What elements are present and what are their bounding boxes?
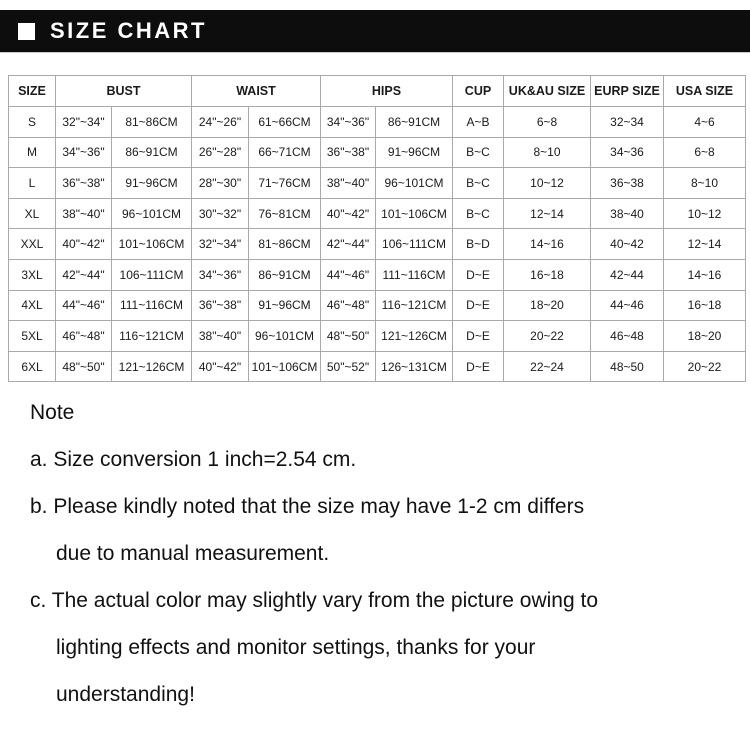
cell-hips-in: 34"~36" [321, 107, 376, 138]
cell-cup: D~E [453, 321, 504, 352]
cell-bust-in: 42"~44" [56, 259, 112, 290]
column-header-ukau-size: UK&AU SIZE [504, 76, 591, 107]
cell-eurp: 46~48 [591, 321, 664, 352]
cell-waist-cm: 71~76CM [249, 168, 321, 199]
cell-ukau: 6~8 [504, 107, 591, 138]
cell-bust-cm: 86~91CM [112, 137, 192, 168]
column-header-waist: WAIST [192, 76, 321, 107]
cell-eurp: 32~34 [591, 107, 664, 138]
cell-hips-cm: 121~126CM [376, 321, 453, 352]
cell-hips-in: 36"~38" [321, 137, 376, 168]
cell-waist-cm: 61~66CM [249, 107, 321, 138]
note-line-c: c. The actual color may slightly vary from the picture owing to [30, 589, 599, 612]
cell-waist-in: 34"~36" [192, 259, 249, 290]
table-row-3xl [9, 259, 746, 290]
cell-size: M [9, 137, 56, 168]
cell-size: L [9, 168, 56, 199]
cell-size: 4XL [9, 290, 56, 321]
note-line-b: b. Please kindly noted that the size may have 1-2 cm differs [30, 495, 585, 518]
table-row-s [9, 107, 746, 138]
cell-ukau: 12~14 [504, 198, 591, 229]
column-header-cup: CUP [453, 76, 504, 107]
size-chart-table [8, 75, 746, 382]
cell-cup: B~C [453, 168, 504, 199]
cell-waist-in: 24"~26" [192, 107, 249, 138]
cell-cup: B~C [453, 137, 504, 168]
cell-bust-in: 34"~36" [56, 137, 112, 168]
cell-hips-cm: 111~116CM [376, 259, 453, 290]
cell-waist-cm: 96~101CM [249, 321, 321, 352]
cell-usa: 6~8 [664, 137, 746, 168]
cell-hips-cm: 116~121CM [376, 290, 453, 321]
cell-eurp: 44~46 [591, 290, 664, 321]
cell-waist-in: 38"~40" [192, 321, 249, 352]
cell-bust-cm: 91~96CM [112, 168, 192, 199]
size-chart-banner [0, 10, 750, 52]
cell-hips-in: 42"~44" [321, 229, 376, 260]
cell-cup: D~E [453, 259, 504, 290]
cell-bust-cm: 101~106CM [112, 229, 192, 260]
cell-hips-cm: 106~111CM [376, 229, 453, 260]
cell-waist-cm: 81~86CM [249, 229, 321, 260]
cell-waist-in: 30"~32" [192, 198, 249, 229]
table-row-xl [9, 198, 746, 229]
cell-bust-in: 44"~46" [56, 290, 112, 321]
notes-heading: Note [30, 401, 75, 424]
note-line-c-cont2: understanding! [56, 683, 195, 706]
cell-size: 3XL [9, 259, 56, 290]
cell-eurp: 42~44 [591, 259, 664, 290]
cell-waist-in: 36"~38" [192, 290, 249, 321]
cell-eurp: 36~38 [591, 168, 664, 199]
banner-title: SIZE CHART [50, 18, 207, 43]
cell-hips-in: 38"~40" [321, 168, 376, 199]
table-row-6xl [9, 351, 746, 382]
note-line-c-cont1: lighting effects and monitor settings, thanks for your [56, 636, 536, 659]
cell-waist-in: 40"~42" [192, 351, 249, 382]
cell-waist-cm: 86~91CM [249, 259, 321, 290]
cell-ukau: 16~18 [504, 259, 591, 290]
cell-size: XXL [9, 229, 56, 260]
cell-size: S [9, 107, 56, 138]
cell-waist-cm: 101~106CM [249, 351, 321, 382]
cell-usa: 18~20 [664, 321, 746, 352]
cell-usa: 16~18 [664, 290, 746, 321]
cell-bust-in: 36"~38" [56, 168, 112, 199]
notes-section [30, 400, 730, 729]
note-line-a: a. Size conversion 1 inch=2.54 cm. [30, 448, 357, 471]
cell-usa: 8~10 [664, 168, 746, 199]
column-header-size: SIZE [9, 76, 56, 107]
cell-waist-cm: 91~96CM [249, 290, 321, 321]
cell-hips-in: 48"~50" [321, 321, 376, 352]
cell-hips-cm: 91~96CM [376, 137, 453, 168]
cell-cup: A~B [453, 107, 504, 138]
cell-hips-cm: 96~101CM [376, 168, 453, 199]
cell-bust-in: 40"~42" [56, 229, 112, 260]
cell-ukau: 10~12 [504, 168, 591, 199]
cell-ukau: 8~10 [504, 137, 591, 168]
cell-ukau: 14~16 [504, 229, 591, 260]
table-row-xxl [9, 229, 746, 260]
cell-ukau: 20~22 [504, 321, 591, 352]
cell-eurp: 38~40 [591, 198, 664, 229]
cell-waist-in: 32"~34" [192, 229, 249, 260]
table-header-row [9, 76, 746, 107]
cell-waist-in: 26"~28" [192, 137, 249, 168]
cell-waist-cm: 76~81CM [249, 198, 321, 229]
cell-cup: B~D [453, 229, 504, 260]
cell-bust-cm: 111~116CM [112, 290, 192, 321]
column-header-hips: HIPS [321, 76, 453, 107]
cell-bust-cm: 81~86CM [112, 107, 192, 138]
cell-bust-cm: 96~101CM [112, 198, 192, 229]
cell-hips-in: 44"~46" [321, 259, 376, 290]
cell-usa: 4~6 [664, 107, 746, 138]
cell-hips-in: 40"~42" [321, 198, 376, 229]
cell-size: 5XL [9, 321, 56, 352]
cell-size: XL [9, 198, 56, 229]
cell-hips-in: 46"~48" [321, 290, 376, 321]
cell-cup: D~E [453, 290, 504, 321]
cell-usa: 12~14 [664, 229, 746, 260]
cell-cup: B~C [453, 198, 504, 229]
cell-eurp: 34~36 [591, 137, 664, 168]
column-header-eurp-size: EURP SIZE [591, 76, 664, 107]
cell-hips-cm: 101~106CM [376, 198, 453, 229]
cell-usa: 10~12 [664, 198, 746, 229]
cell-waist-cm: 66~71CM [249, 137, 321, 168]
cell-ukau: 22~24 [504, 351, 591, 382]
cell-usa: 14~16 [664, 259, 746, 290]
cell-usa: 20~22 [664, 351, 746, 382]
cell-hips-in: 50"~52" [321, 351, 376, 382]
cell-hips-cm: 86~91CM [376, 107, 453, 138]
cell-bust-in: 32"~34" [56, 107, 112, 138]
cell-bust-cm: 116~121CM [112, 321, 192, 352]
square-bullet-icon [18, 23, 35, 40]
table-row-l [9, 168, 746, 199]
cell-ukau: 18~20 [504, 290, 591, 321]
cell-bust-in: 38"~40" [56, 198, 112, 229]
cell-waist-in: 28"~30" [192, 168, 249, 199]
table-row-m [9, 137, 746, 168]
cell-cup: D~E [453, 351, 504, 382]
note-line-b-cont: due to manual measurement. [56, 542, 330, 565]
cell-eurp: 40~42 [591, 229, 664, 260]
column-header-bust: BUST [56, 76, 192, 107]
table-row-5xl [9, 321, 746, 352]
column-header-usa-size: USA SIZE [664, 76, 746, 107]
cell-eurp: 48~50 [591, 351, 664, 382]
cell-bust-in: 46"~48" [56, 321, 112, 352]
cell-hips-cm: 126~131CM [376, 351, 453, 382]
cell-bust-cm: 106~111CM [112, 259, 192, 290]
table-row-4xl [9, 290, 746, 321]
cell-bust-in: 48"~50" [56, 351, 112, 382]
cell-bust-cm: 121~126CM [112, 351, 192, 382]
cell-size: 6XL [9, 351, 56, 382]
